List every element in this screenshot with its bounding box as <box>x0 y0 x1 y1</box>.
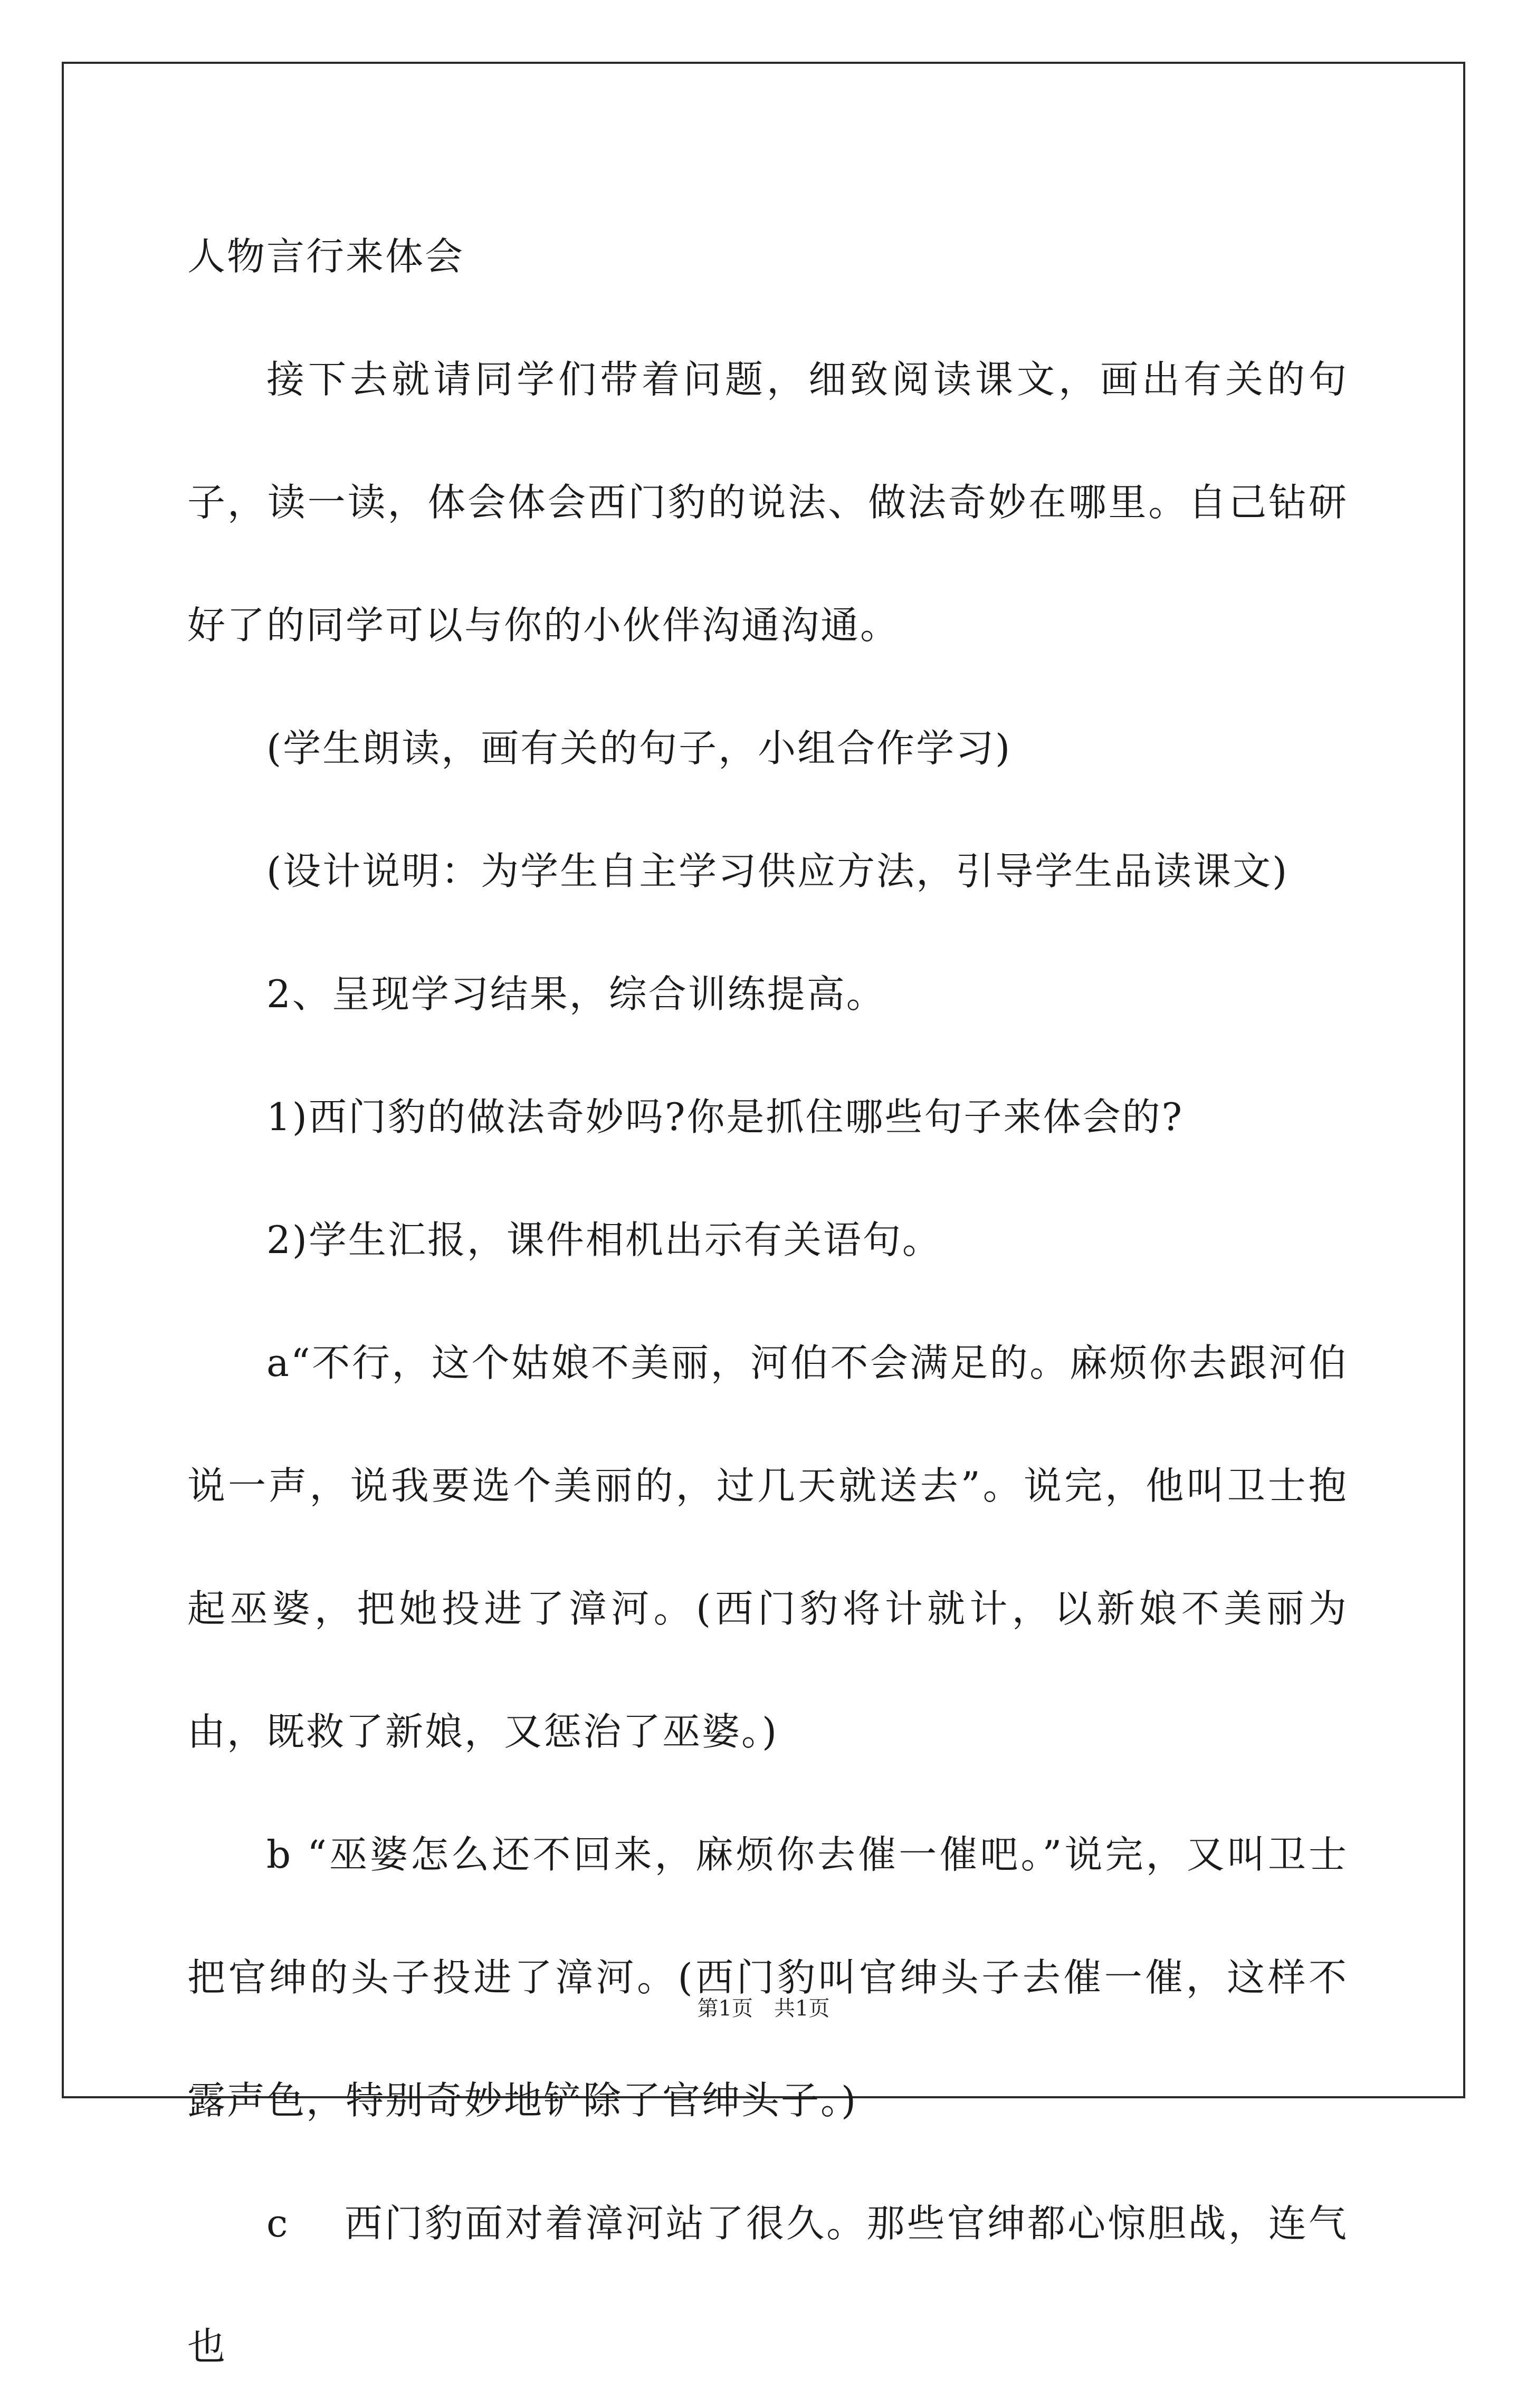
paragraph-quote-a: a“不行，这个姑娘不美丽，河伯不会满足的。麻烦你去跟河伯说一声，说我要选个美丽的，过几天就送去”。说完，他叫卫士抱起巫婆，把她投进了漳河。(西门豹将计就计，以新娘不美丽为由，既救了新娘，又惩治了巫婆。) <box>187 1341 1348 1754</box>
paragraph-design-note: (设计说明：为学生自主学习供应方法，引导学生品读课文) <box>266 849 1289 893</box>
paragraph-quote-b: b “巫婆怎么还不回来，麻烦你去催一催吧。”说完，又叫卫士把官绅的头子投进了漳河。(西门豹叫官绅头子去催一催，这样不露声色，特别奇妙地铲除了官绅头子。) <box>187 1832 1348 2123</box>
paragraph-question-2: 2)学生汇报，课件相机出示有关语句。 <box>266 1218 942 1262</box>
page-number-footer <box>0 1992 1527 2022</box>
paragraph-heading-fragment: 人物言行来体会 <box>187 234 465 279</box>
paragraph-activity-note: (学生朗读，画有关的句子，小组合作学习) <box>266 726 1012 770</box>
paragraph-quote-c: c 西门豹面对着漳河站了很久。那些官绅都心惊胆战，连气也 <box>187 2201 1348 2368</box>
page-number-label: 第1页 共1页 <box>697 1996 830 2021</box>
paragraph-step-2: 2、呈现学习结果，综合训练提高。 <box>266 972 886 1016</box>
paragraph-question-1: 1)西门豹的做法奇妙吗?你是抓住哪些句子来体会的? <box>266 1095 1184 1139</box>
paragraph-instruction: 接下去就请同学们带着问题，细致阅读课文，画出有关的句子，读一读，体会体会西门豹的说法、做法奇妙在哪里。自己钻研好了的同学可以与你的小伙伴沟通沟通。 <box>187 357 1348 647</box>
document-body <box>187 195 1348 2408</box>
